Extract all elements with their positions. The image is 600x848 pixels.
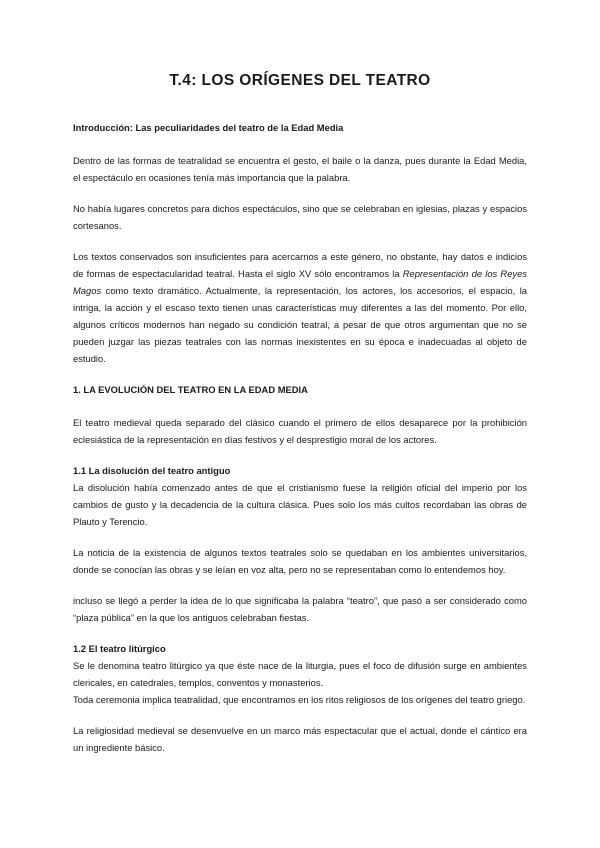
paragraph-3: [73, 248, 527, 367]
paragraph-2: No había lugares concretos para dichos espectáculos, sino que se celebraban en iglesias, plazas y espacios cortesanos.: [73, 203, 527, 231]
paragraph-9: Toda ceremonia implica teatralidad, que encontramos en los ritos religiosos de los orígenes del teatro griego.: [73, 694, 526, 705]
intro-heading: Introducción: Las peculiaridades del teatro de la Edad Media: [73, 122, 344, 133]
paragraph-3-part-b: como texto dramático. Actualmente, la representación, los actores, los accesorios, el espacio, la intriga, la acción y el escaso texto tienen unas características muy diferentes a las del momento. Por ello, algunos críticos modernos han negado su condición teatral, a pesar de que otros argumentan que no se pueden juzgar las piezas teatrales con las normas inexistentes en su época e inadecuadas al objeto de estudio.: [73, 285, 527, 364]
paragraph-6: La noticia de la existencia de algunos textos teatrales solo se quedaban en los ambientes universitarios, donde se conocían las obras y se leían en voz alta, pero no se representaban como lo entendemos hoy.: [73, 547, 527, 575]
paragraph-7: incluso se llegó a perder la idea de lo que significaba la palabra “teatro”, que pasó a ser considerado como “plaza pública” en la que los antiguos celebraban fiestas.: [73, 595, 527, 623]
subsection-1-2-heading: 1.2 El teatro litúrgico: [73, 643, 166, 654]
paragraph-5: La disolución había comenzado antes de que el cristianismo fuese la religión oficial del imperio por los cambios de gusto y la decadencia de la cultura clásica. Pues solo los más cultos recordaban las obras de Plauto y Terencio.: [73, 482, 527, 527]
paragraph-8: Se le denomina teatro litúrgico ya que éste nace de la liturgia, pues el foco de difusión surge en ambientes clericales, en catedrales, templos, conventos y monasterios.: [73, 660, 527, 688]
paragraph-10: La religiosidad medieval se desenvuelve en un marco más espectacular que el actual, donde el cántico era un ingrediente básico.: [73, 725, 527, 753]
paragraph-1: Dentro de las formas de teatralidad se encuentra el gesto, el baile o la danza, pues durante la Edad Media, el espectáculo en ocasiones tenía más importancia que la palabra.: [73, 155, 527, 183]
paragraph-3-title: Representación de los Reyes Magos: [73, 268, 527, 296]
paragraph-4: El teatro medieval queda separado del clásico cuando el primero de ellos desaparece por la prohibición eclesiástica de la representación en días festivos y el desprestigio moral de los actores.: [73, 417, 527, 445]
paragraph-3-part-a: Los textos conservados son insuficientes para acercarnos a este género, no obstante, hay datos e indicios de formas de espectacularidad teatral. Hasta el siglo XV sólo encontramos la: [73, 251, 527, 279]
section-1-heading: 1. LA EVOLUCIÓN DEL TEATRO EN LA EDAD MEDIA: [73, 384, 308, 395]
page-title: T.4: LOS ORÍGENES DEL TEATRO: [169, 72, 431, 89]
document-body: [73, 119, 527, 770]
subsection-1-1-heading: 1.1 La disolución del teatro antiguo: [73, 465, 231, 476]
